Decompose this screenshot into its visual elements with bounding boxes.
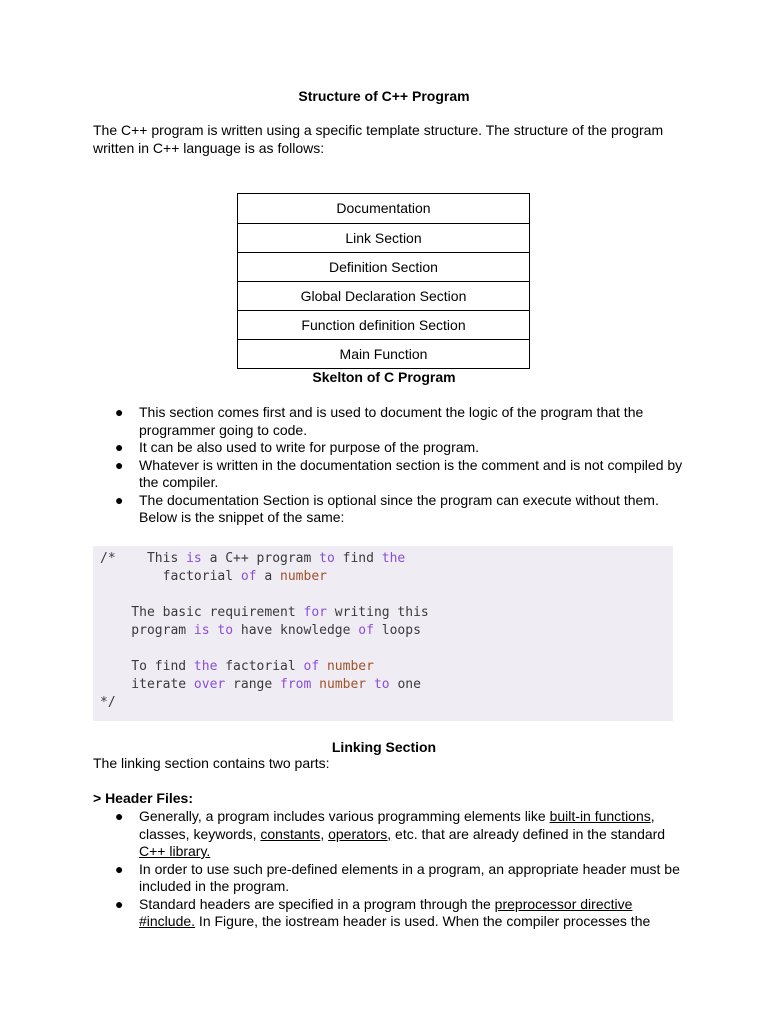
code-text	[319, 659, 327, 674]
code-line	[100, 694, 673, 712]
code-text: a C++ program	[201, 551, 320, 566]
structure-row: Documentation	[336, 200, 431, 216]
underlined-link[interactable]: operators,	[328, 825, 392, 842]
underlined-link[interactable]: preprocessor directive #include.	[139, 895, 633, 929]
code-text	[311, 677, 319, 692]
bullet-icon: ●	[115, 404, 124, 420]
code-line	[100, 658, 673, 676]
linking-section-title: Linking Section	[331, 739, 437, 755]
code-keyword: is	[186, 551, 202, 566]
table-caption: Skelton of C Program	[312, 369, 456, 385]
underlined-link[interactable]: constants	[260, 825, 321, 842]
structure-table	[237, 193, 530, 369]
code-text: loops	[373, 623, 421, 638]
code-text: /* This	[100, 551, 187, 566]
bullet-text: , classes, keywords,	[139, 808, 655, 842]
code-text: writing this	[326, 605, 429, 620]
list-item	[93, 457, 683, 492]
bullet-text: It can be also used to write for purpose of the program.	[139, 439, 480, 455]
code-identifier: number	[280, 569, 327, 584]
bullet-text: Standard headers are specified in a program through the	[139, 895, 495, 912]
code-text: program	[100, 623, 194, 638]
bullet-text: This section comes first and is used to document the logic of the program that the programmer going to code.	[139, 404, 644, 438]
code-text: */	[100, 695, 116, 710]
code-keyword: of	[240, 569, 257, 584]
code-keyword: of	[358, 623, 374, 638]
bullet-text: ,	[320, 825, 329, 842]
structure-row: Main Function	[238, 339, 529, 368]
list-item	[93, 404, 683, 439]
bullet-text: Generally, a program includes various programming elements like	[139, 808, 550, 824]
header-files-bullets	[93, 808, 683, 931]
bullet-text: etc. that are already defined in the standard	[391, 825, 666, 842]
bullet-text: In order to use such pre-defined elements in a program, an appropriate header must be included in the program.	[139, 860, 680, 894]
bullet-icon: ●	[115, 808, 124, 824]
documentation-bullets	[93, 404, 683, 527]
code-keyword: to	[319, 551, 335, 566]
code-line	[100, 550, 673, 568]
code-text: The basic requirement	[100, 605, 304, 620]
code-line	[100, 640, 673, 658]
bullet-icon: ●	[115, 860, 124, 877]
structure-row: Definition Section	[238, 252, 529, 281]
code-text	[366, 677, 374, 692]
structure-row: Link Section	[238, 223, 529, 252]
code-text: To find	[100, 659, 194, 674]
code-text: range	[225, 677, 281, 692]
code-text: have knowledge	[233, 623, 359, 638]
intro-paragraph: The C++ program is written using a specific template structure. The structure of the program written in C++ language is as follows:	[93, 122, 664, 156]
underlined-link[interactable]: built-in functions	[549, 808, 651, 824]
code-line	[100, 568, 673, 586]
code-line	[100, 586, 673, 604]
code-line	[100, 604, 673, 622]
code-keyword: the	[193, 659, 218, 674]
code-keyword: to	[373, 677, 390, 692]
code-line	[100, 676, 673, 694]
linking-intro: The linking section contains two parts:	[93, 755, 330, 771]
code-text: one	[389, 677, 421, 692]
code-keyword: of	[303, 659, 320, 674]
code-keyword: from	[280, 677, 312, 692]
list-item	[93, 439, 683, 457]
code-text: factorial	[100, 569, 241, 584]
underlined-link[interactable]: C++ library.	[139, 843, 211, 859]
bullet-icon: ●	[115, 439, 124, 455]
code-keyword: over	[193, 677, 226, 692]
code-keyword: is	[193, 623, 210, 638]
code-keyword: to	[217, 623, 234, 638]
code-keyword: the	[381, 551, 406, 566]
code-identifier: number	[319, 677, 367, 692]
bullet-text: Whatever is written in the documentation section is the comment and is not compiled by the compiler.	[139, 456, 683, 490]
bullet-text: The documentation Section is optional since the program can execute without them. Below is the snippet of the same:	[139, 491, 659, 525]
header-files-label: > Header Files:	[93, 790, 193, 806]
bullet-icon: ●	[115, 895, 124, 912]
list-item	[93, 896, 683, 931]
structure-row: Global Declaration Section	[238, 281, 529, 310]
list-item	[93, 492, 683, 527]
list-item	[93, 861, 683, 896]
page-title: Structure of C++ Program	[298, 88, 470, 104]
code-text: factorial	[217, 659, 304, 674]
code-snippet	[93, 546, 673, 721]
code-text: find	[334, 551, 382, 566]
list-item	[93, 808, 683, 861]
code-keyword: for	[303, 605, 327, 620]
code-line	[100, 622, 673, 640]
bullet-icon: ●	[115, 456, 124, 473]
code-text: iterate	[100, 677, 194, 692]
code-text: a	[256, 569, 281, 584]
bullet-icon: ●	[115, 491, 124, 508]
code-identifier: number	[326, 659, 374, 674]
bullet-text: In Figure, the iostream header is used. When the compiler processes the	[195, 913, 651, 929]
structure-row: Function definition Section	[238, 310, 529, 339]
